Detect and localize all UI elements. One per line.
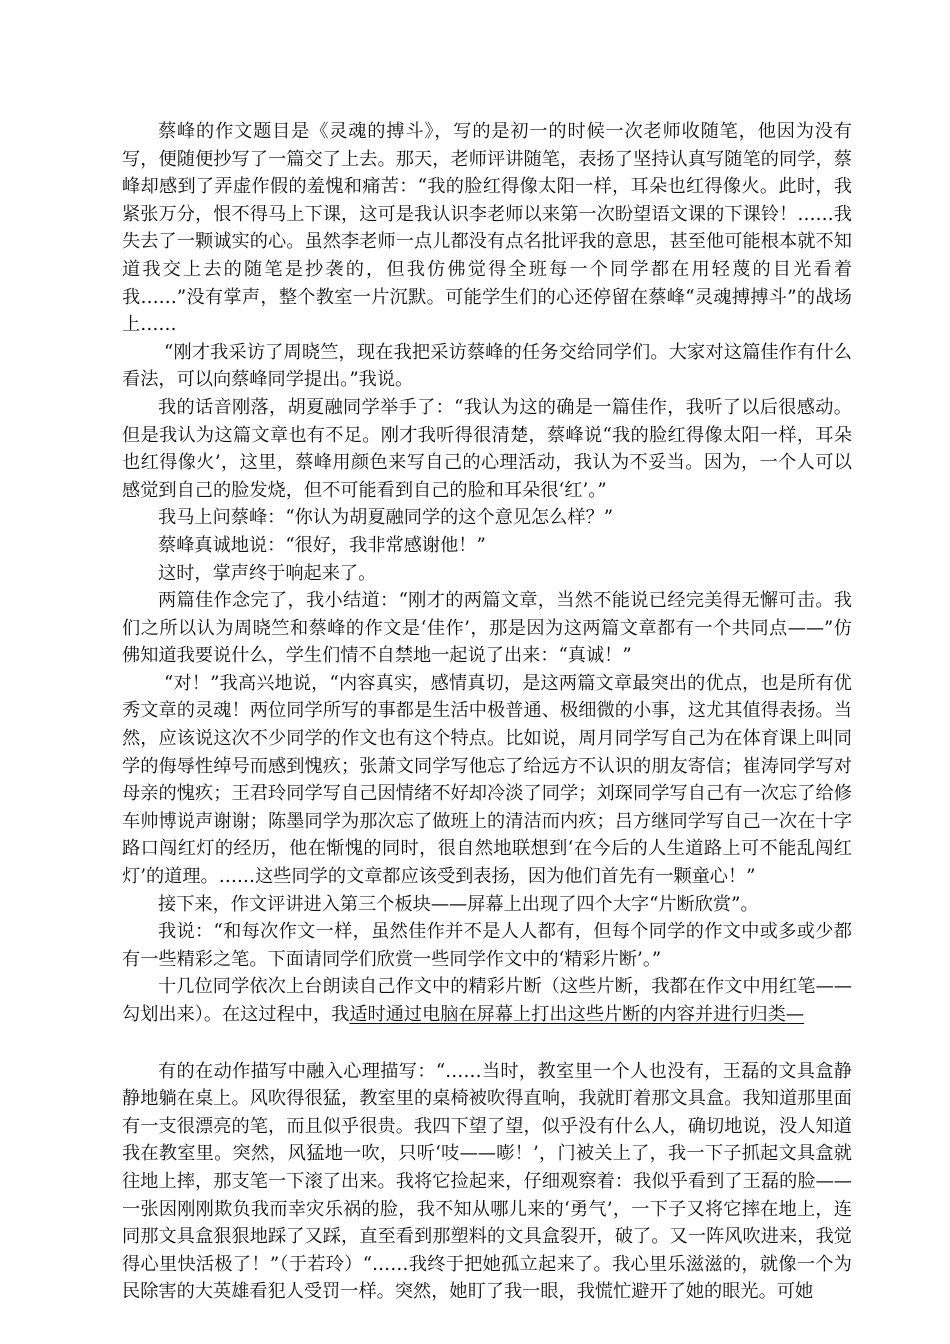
paragraph: “对！”我高兴地说，“内容真实，感情真切，是这两篇文章最突出的优点，也是所有优秀文章的灵魂！两位同学所写的事都是生活中极普通、极细微的小事，这尤其值得表扬。当然，应该说这次不少同学的作文也有这个特点。比如说，周月同学写自己为在体育课上叫同学的侮辱性绰号而感到愧疚；张萧文同学写他忘了给远方不认识的朋友寄信；崔涛同学写对母亲的愧疚；王君玲同学写自己因情绪不好却冷淡了同学；刘琛同学写自己有一次忘了给修车帅博说声谢谢；陈墨同学为那次忘了做班上的清洁而内疚；吕方继同学写自己一次在十字路口闯红灯的经历，他在惭愧的同时，很自然地联想到‘在今后的人生道路上可不能乱闯红灯’的道理。……这些同学的文章都应该受到表扬，因为他们首先有一颗童心！” [122, 672, 852, 888]
paragraph: 我说：“和每次作文一样，虽然佳作并不是人人都有，但每个同学的作文中或多或少都有一些精彩之笔。下面请同学们欣赏一些同学作文中的‘精彩片断’。” [122, 921, 852, 970]
document-body [122, 118, 852, 1306]
paragraph: 两篇佳作念完了，我小结道：“刚才的两篇文章，当然不能说已经完美得无懈可击。我们之所以认为周晓竺和蔡峰的作文是‘佳作’，那是因为这两篇文章都有一个共同点——”仿佛知道我要说什么，学生们情不自禁地一起说了出来：“真诚！” [122, 590, 852, 667]
paragraph: “刚才我采访了周晓竺，现在我把采访蔡峰的任务交给同学们。大家对这篇佳作有什么看法，可以向蔡峰同学提出。”我说。 [122, 341, 852, 391]
paragraph: 蔡峰的作文题目是《灵魂的搏斗》，写的是初一的时候一次老师收随笔，他因为没有写，便随便抄写了一篇交了上去。那天，老师评讲随笔，表扬了坚持认真写随笔的同学，蔡峰却感到了弄虚作假的羞愧和痛苦：“我的脸红得像太阳一样，耳朵也红得像火。此时，我紧张万分，恨不得马上下课，这可是我认识李老师以来第一次盼望语文课的下课铃！……我失去了一颗诚实的心。虽然李老师一点儿都没有点名批评我的意思，甚至他可能根本就不知道我交上去的随笔是抄袭的，但我仿佛觉得全班每一个同学都在用轻蔑的目光看着我……”没有掌声，整个教室一片沉默。可能学生们的心还停留在蔡峰“灵魂搏搏斗”的战场上…… [122, 121, 852, 336]
paragraph-text: 十几位同学依次上台朗读自己作文中的精彩片断（这些片断，我都在作文中用红笔——勾划出来）。在这过程中，我 [122, 976, 852, 1025]
paragraph: 我的话音刚落，胡夏融同学举手了：“我认为这的确是一篇佳作，我听了以后很感动。但是我认为这篇文章也有不足。刚才我听得很清楚，蔡峰说“我的脸红得像太阳一样，耳朵也红得像火’，这里，蔡峰用颜色来写自己的心理活动，我认为不妥当。因为，一个人可以感觉到自己的脸发烧，但不可能看到自己的脸和耳朵很‘红’。” [122, 396, 852, 501]
underlined-text: 适时通过电脑在屏幕上打出这些片断的内容并进行归类— [349, 1004, 805, 1025]
paragraph: 接下来，作文评讲进入第三个板块——屏幕上出现了四个大字“片断欣赏”。 [158, 893, 759, 915]
paragraph [122, 973, 852, 1028]
paragraph: 蔡峰真诚地说：“很好，我非常感谢他！” [158, 534, 486, 556]
paragraph: 这时，掌声终于响起来了。 [158, 562, 377, 584]
paragraph: 有的在动作描写中融入心理描写：“……当时，教室里一个人也没有，王磊的文具盒静静地躺在桌上。风吹得很猛，教室里的桌椅被吹得直响，我就盯着那文具盒。我知道那里面有一支很漂亮的笔，而且似乎很贵。我四下望了望，似乎没有什么人，确切地说，没人知道我在教室里。突然，风猛地一吹，只听‘吱——嘭！’，门被关上了，我一下子抓起文具盒就往地上摔，那支笔一下滚了出来。我将它捡起来，仔细观察着：我似乎看到了王磊的脸——一张因刚刚欺负我而幸灾乐祸的脸，我不知从哪儿来的‘勇气’，一下子又将它摔在地上，连同那文具盒狠狠地踩了又踩，直至看到那塑料的文具盒裂开，破了。又一阵风吹进来，我觉得心里快活极了！”（于若玲）“……我终于把她孤立起来了。我心里乐滋滋的，就像一个为民除害的大英雄看犯人受罚一样。突然，她盯了我一眼，我慌忙避开了她的眼光。可她 [122, 1060, 852, 1303]
paragraph: 我马上问蔡峰：“你认为胡夏融同学的这个意见怎么样？” [158, 507, 614, 529]
blank-line [122, 1029, 852, 1058]
